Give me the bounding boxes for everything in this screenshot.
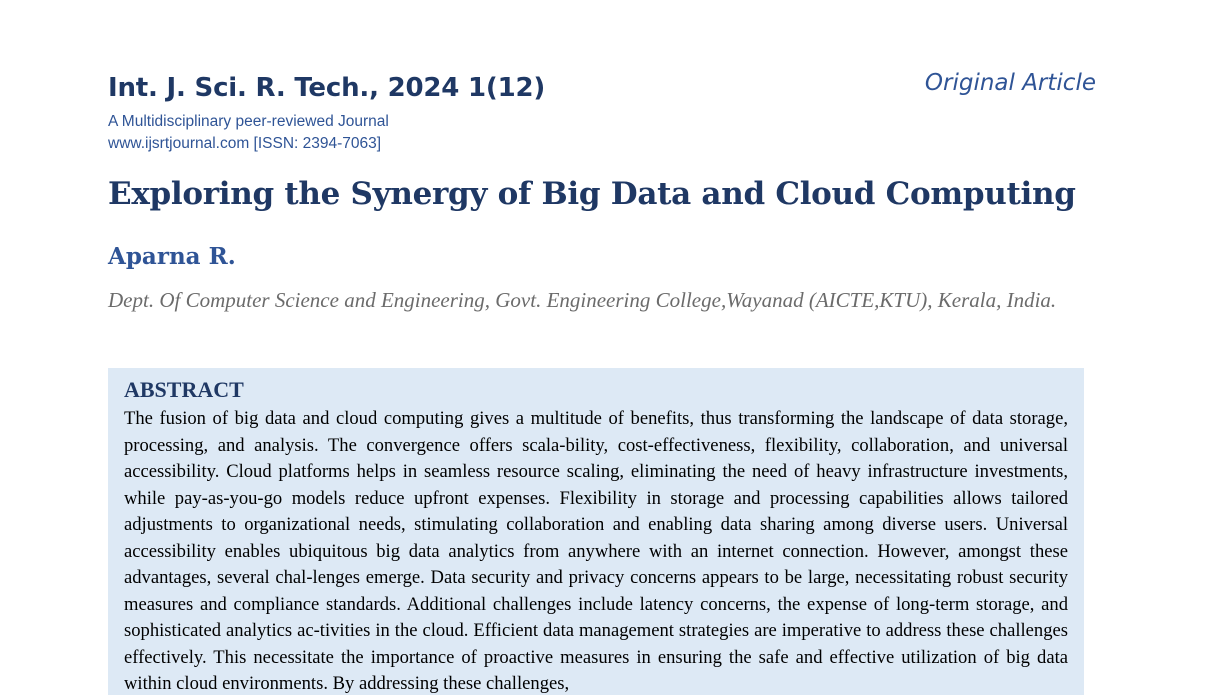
paper-title: Exploring the Synergy of Big Data and Cloud Computing xyxy=(108,176,1076,212)
journal-subtitle: A Multidisciplinary peer-reviewed Journal xyxy=(108,113,389,130)
author-name: Aparna R. xyxy=(108,243,236,270)
abstract-section xyxy=(108,368,1084,695)
abstract-heading: ABSTRACT xyxy=(124,377,244,402)
author-affiliation: Dept. Of Computer Science and Engineering, Govt. Engineering College,Wayanad (AICTE,KTU), Kerala, India. xyxy=(108,288,1057,312)
abstract-body: The fusion of big data and cloud computing gives a multitude of benefits, thus transforming the landscape of data storage, processing, and analysis. The convergence offers scala-bility, cost-effectiveness, flexibility, collaboration, and universal accessibility. Cloud platforms helps in seamless resource scaling, eliminating the need of heavy infrastructure investments, while pay-as-you-go models reduce upfront expenses. Flexibility in storage and processing capabilities allows tailored adjustments to organizational needs, stimulating collaboration and enabling data sharing among diverse users. Universal accessibility enables ubiquitous big data analytics from anywhere with an internet connection. However, amongst these advantages, several chal-lenges emerge. Data security and privacy concerns appears to be large, necessitating robust security measures and compliance standards. Additional challenges include latency concerns, the expense of long-term storage, and sophisticated analytics ac-tivities in the cloud. Efficient data management strategies are imperative to address these challenges effectively. This necessitate the importance of proactive measures in ensuring the safe and effective utilization of big data within cloud environments. By addressing these challenges, xyxy=(124,408,1068,694)
article-type-label: Original Article xyxy=(924,70,1096,96)
journal-url: www.ijsrtjournal.com [ISSN: 2394-7063] xyxy=(108,135,382,152)
journal-title: Int. J. Sci. R. Tech., 2024 1(12) xyxy=(108,73,546,103)
